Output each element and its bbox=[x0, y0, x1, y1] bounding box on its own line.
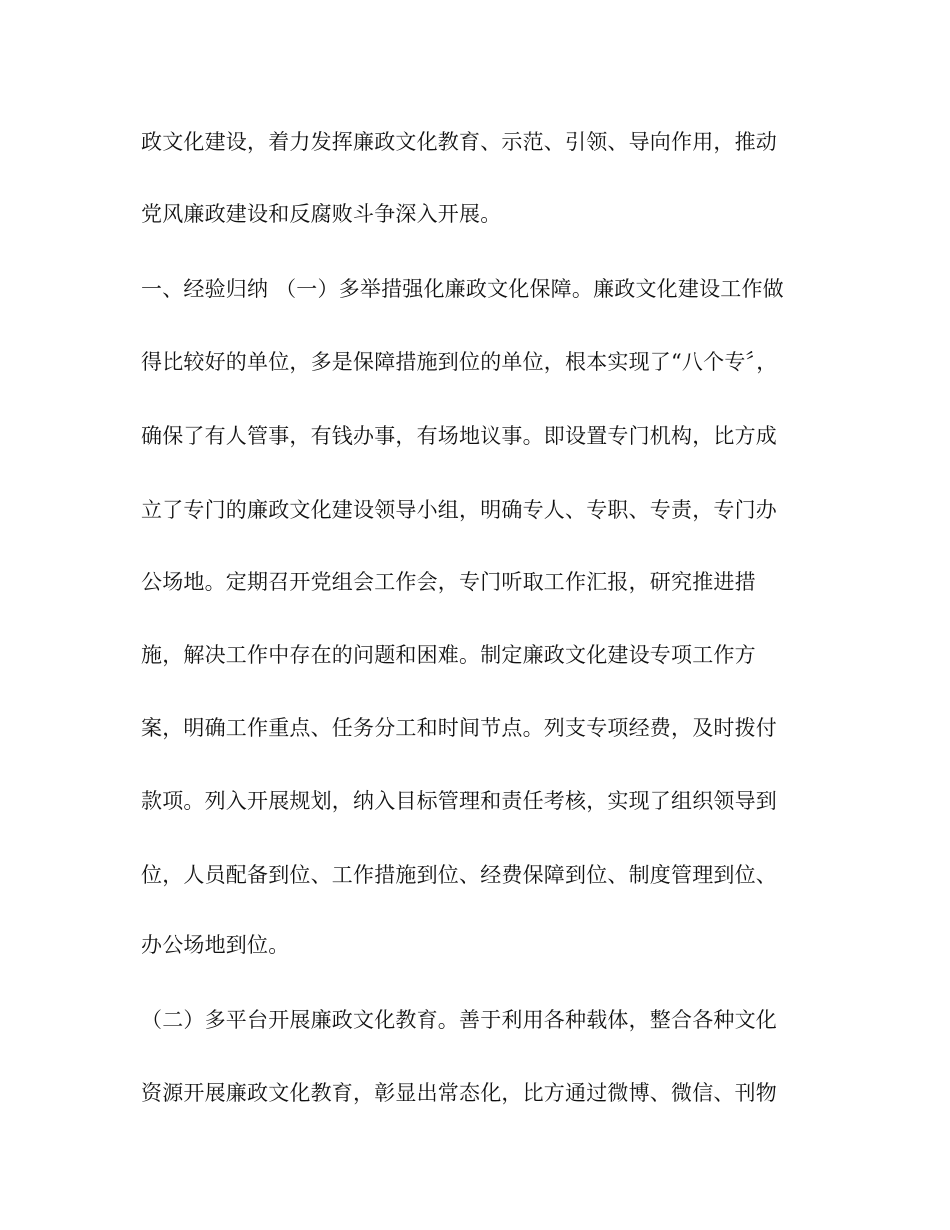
text-line: （二）多平台开展廉政文化教育。善于利用各种载体，整合各种文化 bbox=[141, 1008, 777, 1032]
text-line: 施，解决工作中存在的问题和困难。制定廉政文化建设专项工作方 bbox=[141, 643, 756, 667]
text-line: 款项。列入开展规划，纳入目标管理和责任考核，实现了组织领导到 bbox=[141, 789, 777, 813]
text-line: 资源开展廉政文化教育，彰显出常态化，比方通过微博、微信、刊物 bbox=[141, 1081, 777, 1105]
text-line: 党风廉政建设和反腐败斗争深入开展。 bbox=[141, 202, 502, 226]
text-line: 立了专门的廉政文化建设领导小组，明确专人、专职、专责，专门办 bbox=[141, 498, 777, 522]
text-line: 案，明确工作重点、任务分工和时间节点。列支专项经费，及时拨付 bbox=[141, 716, 777, 740]
text-line: 确保了有人管事，有钱办事，有场地议事。即设置专门机构，比方成 bbox=[141, 424, 777, 448]
text-line: 一、经验归纳 （一）多举措强化廉政文化保障。廉政文化建设工作做 bbox=[141, 277, 784, 301]
text-line: 位，人员配备到位、工作措施到位、经费保障到位、制度管理到位、 bbox=[141, 863, 777, 887]
text-line: 政文化建设，着力发挥廉政文化教育、示范、引领、导向作用，推动 bbox=[141, 130, 777, 154]
text-line: 公场地。定期召开党组会工作会，专门听取工作汇报，研究推进措 bbox=[141, 570, 756, 594]
text-line: 得比较好的单位，多是保障措施到位的单位，根本实现了“八个专〞， bbox=[141, 350, 778, 374]
text-line: 办公场地到位。 bbox=[141, 933, 290, 957]
